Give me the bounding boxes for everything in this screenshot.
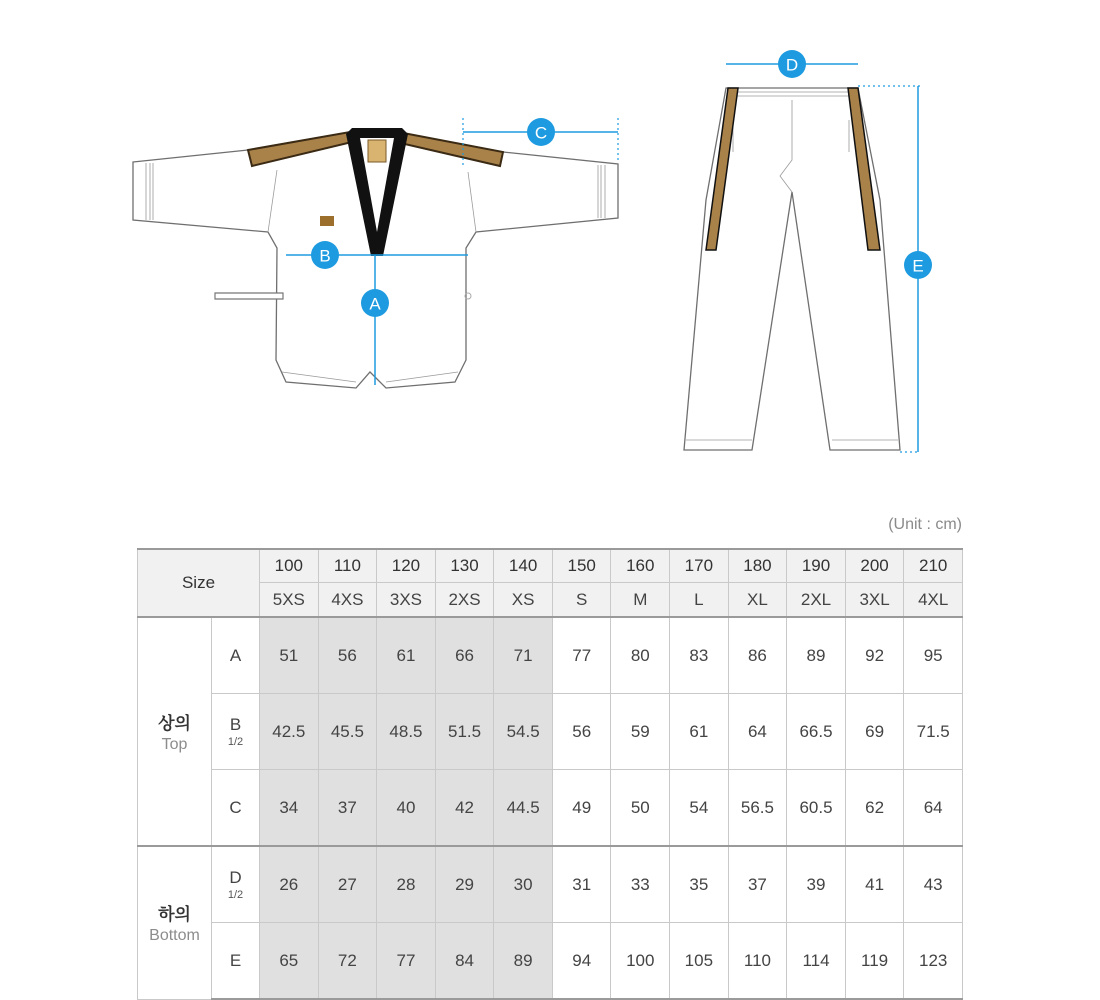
row-label-d: D 1/2 bbox=[212, 846, 260, 923]
jacket-illustration bbox=[133, 118, 618, 388]
row-label-c: C bbox=[212, 770, 260, 847]
size-letter: XL bbox=[728, 583, 787, 618]
cell: 66 bbox=[435, 617, 494, 694]
cell: 35 bbox=[670, 846, 729, 923]
cell: 34 bbox=[260, 770, 319, 847]
size-letter: L bbox=[670, 583, 729, 618]
size-num: 120 bbox=[377, 549, 436, 583]
cell: 86 bbox=[728, 617, 787, 694]
group-top-ko: 상의 bbox=[158, 714, 191, 733]
cell: 89 bbox=[787, 617, 846, 694]
size-header: Size bbox=[138, 549, 260, 617]
marker-c: C bbox=[534, 123, 548, 143]
cell: 51.5 bbox=[435, 694, 494, 770]
cell: 92 bbox=[845, 617, 904, 694]
cell: 42 bbox=[435, 770, 494, 847]
cell: 61 bbox=[377, 617, 436, 694]
size-letter: M bbox=[611, 583, 670, 618]
cell: 50 bbox=[611, 770, 670, 847]
table-row-e bbox=[138, 923, 963, 1000]
size-num: 170 bbox=[670, 549, 729, 583]
size-num: 110 bbox=[318, 549, 377, 583]
cell: 33 bbox=[611, 846, 670, 923]
row-label-b: B 1/2 bbox=[212, 694, 260, 770]
cell: 77 bbox=[552, 617, 611, 694]
size-num: 140 bbox=[494, 549, 553, 583]
marker-a: A bbox=[369, 294, 381, 314]
cell: 64 bbox=[728, 694, 787, 770]
cell: 49 bbox=[552, 770, 611, 847]
cell: 30 bbox=[494, 846, 553, 923]
table-row-b bbox=[138, 694, 963, 770]
size-letter: S bbox=[552, 583, 611, 618]
size-num: 210 bbox=[904, 549, 963, 583]
size-letter: XS bbox=[494, 583, 553, 618]
cell: 60.5 bbox=[787, 770, 846, 847]
size-num: 160 bbox=[611, 549, 670, 583]
size-letter: 5XS bbox=[260, 583, 319, 618]
row-label-e: E bbox=[212, 923, 260, 1000]
cell: 114 bbox=[787, 923, 846, 1000]
cell: 29 bbox=[435, 846, 494, 923]
unit-label: (Unit : cm) bbox=[888, 516, 962, 533]
table-row-c bbox=[138, 770, 963, 847]
cell: 71 bbox=[494, 617, 553, 694]
size-letter: 3XL bbox=[845, 583, 904, 618]
cell: 37 bbox=[728, 846, 787, 923]
size-letter: 2XL bbox=[787, 583, 846, 618]
size-letter: 2XS bbox=[435, 583, 494, 618]
header-row-letters bbox=[138, 583, 963, 618]
size-num: 150 bbox=[552, 549, 611, 583]
size-table bbox=[137, 548, 963, 1000]
size-letter: 4XS bbox=[318, 583, 377, 618]
table-row-d bbox=[138, 846, 963, 923]
cell: 44.5 bbox=[494, 770, 553, 847]
cell: 41 bbox=[845, 846, 904, 923]
marker-b: B bbox=[319, 246, 331, 266]
cell: 59 bbox=[611, 694, 670, 770]
cell: 84 bbox=[435, 923, 494, 1000]
cell: 56.5 bbox=[728, 770, 787, 847]
pants-illustration bbox=[684, 50, 932, 452]
cell: 42.5 bbox=[260, 694, 319, 770]
cell: 64 bbox=[904, 770, 963, 847]
cell: 51 bbox=[260, 617, 319, 694]
cell: 37 bbox=[318, 770, 377, 847]
cell: 28 bbox=[377, 846, 436, 923]
header-row-numbers bbox=[138, 549, 963, 583]
cell: 94 bbox=[552, 923, 611, 1000]
cell: 89 bbox=[494, 923, 553, 1000]
group-top bbox=[138, 617, 212, 846]
cell: 31 bbox=[552, 846, 611, 923]
cell: 40 bbox=[377, 770, 436, 847]
cell: 77 bbox=[377, 923, 436, 1000]
size-num: 130 bbox=[435, 549, 494, 583]
cell: 56 bbox=[318, 617, 377, 694]
cell: 119 bbox=[845, 923, 904, 1000]
cell: 48.5 bbox=[377, 694, 436, 770]
cell: 72 bbox=[318, 923, 377, 1000]
size-letter: 3XS bbox=[377, 583, 436, 618]
marker-e: E bbox=[912, 256, 924, 276]
cell: 123 bbox=[904, 923, 963, 1000]
size-num: 180 bbox=[728, 549, 787, 583]
cell: 26 bbox=[260, 846, 319, 923]
cell: 62 bbox=[845, 770, 904, 847]
cell: 27 bbox=[318, 846, 377, 923]
cell: 65 bbox=[260, 923, 319, 1000]
cell: 83 bbox=[670, 617, 729, 694]
cell: 80 bbox=[611, 617, 670, 694]
size-num: 100 bbox=[260, 549, 319, 583]
cell: 69 bbox=[845, 694, 904, 770]
cell: 71.5 bbox=[904, 694, 963, 770]
size-letter: 4XL bbox=[904, 583, 963, 618]
group-top-en: Top bbox=[161, 736, 188, 753]
cell: 95 bbox=[904, 617, 963, 694]
cell: 66.5 bbox=[787, 694, 846, 770]
group-bottom-en: Bottom bbox=[149, 927, 200, 945]
group-bottom bbox=[138, 846, 212, 999]
cell: 105 bbox=[670, 923, 729, 1000]
table-row-a bbox=[138, 617, 963, 694]
cell: 110 bbox=[728, 923, 787, 1000]
size-num: 190 bbox=[787, 549, 846, 583]
size-num: 200 bbox=[845, 549, 904, 583]
cell: 43 bbox=[904, 846, 963, 923]
row-label-a: A bbox=[212, 617, 260, 694]
cell: 45.5 bbox=[318, 694, 377, 770]
cell: 39 bbox=[787, 846, 846, 923]
cell: 54 bbox=[670, 770, 729, 847]
cell: 56 bbox=[552, 694, 611, 770]
cell: 61 bbox=[670, 694, 729, 770]
marker-d: D bbox=[785, 55, 799, 75]
cell: 100 bbox=[611, 923, 670, 1000]
group-bottom-ko: 하의 bbox=[158, 905, 191, 925]
cell: 54.5 bbox=[494, 694, 553, 770]
